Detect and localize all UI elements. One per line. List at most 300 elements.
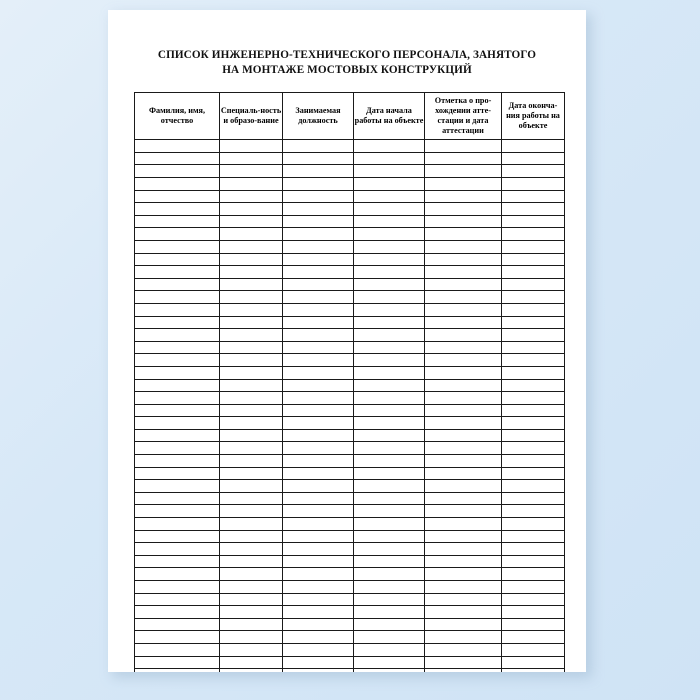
table-cell-attestation [425, 492, 502, 505]
table-cell-fio [135, 266, 220, 279]
table-row [135, 392, 565, 405]
table-cell-specialty [220, 530, 283, 543]
table-row [135, 366, 565, 379]
table-cell-end-date [502, 429, 565, 442]
table-cell-specialty [220, 203, 283, 216]
table-cell-start-date [354, 417, 425, 430]
table-cell-attestation [425, 631, 502, 644]
table-cell-fio [135, 417, 220, 430]
table-cell-specialty [220, 618, 283, 631]
table-cell-start-date [354, 366, 425, 379]
table-cell-end-date [502, 480, 565, 493]
table-cell-position [283, 190, 354, 203]
table-cell-start-date [354, 266, 425, 279]
table-cell-fio [135, 480, 220, 493]
table-row [135, 266, 565, 279]
table-cell-attestation [425, 480, 502, 493]
table-cell-start-date [354, 316, 425, 329]
table-row [135, 618, 565, 631]
table-cell-fio [135, 631, 220, 644]
table-cell-position [283, 581, 354, 594]
table-cell-position [283, 379, 354, 392]
table-cell-fio [135, 366, 220, 379]
table-cell-position [283, 606, 354, 619]
table-cell-attestation [425, 643, 502, 656]
table-row [135, 354, 565, 367]
table-header-cell-attestation: Отметка о про-хождении атте-стации и дата аттестации [425, 93, 502, 140]
table-cell-end-date [502, 178, 565, 191]
table-cell-attestation [425, 530, 502, 543]
table-cell-attestation [425, 303, 502, 316]
table-header-row [135, 93, 565, 140]
table-row [135, 140, 565, 153]
table-cell-position [283, 669, 354, 672]
table-cell-start-date [354, 140, 425, 153]
table-cell-fio [135, 140, 220, 153]
table-cell-end-date [502, 618, 565, 631]
table-cell-position [283, 228, 354, 241]
table-cell-start-date [354, 593, 425, 606]
table-cell-end-date [502, 417, 565, 430]
table-cell-position [283, 253, 354, 266]
table-cell-attestation [425, 266, 502, 279]
table-cell-position [283, 417, 354, 430]
table-cell-end-date [502, 165, 565, 178]
table-cell-end-date [502, 404, 565, 417]
table-cell-specialty [220, 442, 283, 455]
table-cell-specialty [220, 379, 283, 392]
table-cell-fio [135, 518, 220, 531]
table-cell-end-date [502, 530, 565, 543]
table-cell-fio [135, 581, 220, 594]
table-row [135, 190, 565, 203]
table-header [135, 93, 565, 140]
table-cell-attestation [425, 203, 502, 216]
table-cell-fio [135, 618, 220, 631]
table-cell-attestation [425, 669, 502, 672]
table-header-cell-end-date: Дата оконча-ния работы на объекте [502, 93, 565, 140]
table-cell-position [283, 152, 354, 165]
table-cell-position [283, 543, 354, 556]
table-cell-end-date [502, 152, 565, 165]
table-cell-position [283, 404, 354, 417]
table-row [135, 329, 565, 342]
table-row [135, 669, 565, 672]
table-cell-end-date [502, 581, 565, 594]
table-cell-start-date [354, 568, 425, 581]
table-cell-attestation [425, 178, 502, 191]
table-cell-end-date [502, 656, 565, 669]
table-row [135, 278, 565, 291]
table-row [135, 442, 565, 455]
table-cell-attestation [425, 429, 502, 442]
page-title-line-2: НА МОНТАЖЕ МОСТОВЫХ КОНСТРУКЦИЙ [222, 64, 472, 77]
table-cell-attestation [425, 518, 502, 531]
table-cell-end-date [502, 669, 565, 672]
table-row [135, 178, 565, 191]
table-row [135, 417, 565, 430]
table-cell-start-date [354, 505, 425, 518]
table-cell-attestation [425, 568, 502, 581]
table-cell-end-date [502, 492, 565, 505]
table-row [135, 253, 565, 266]
table-cell-attestation [425, 341, 502, 354]
table-cell-start-date [354, 240, 425, 253]
table-cell-end-date [502, 568, 565, 581]
table-cell-fio [135, 278, 220, 291]
table-cell-attestation [425, 392, 502, 405]
table-row [135, 467, 565, 480]
table-cell-specialty [220, 215, 283, 228]
table-cell-fio [135, 291, 220, 304]
table-header-cell-fio: Фамилия, имя, отчество [135, 93, 220, 140]
table-cell-specialty [220, 228, 283, 241]
table-cell-position [283, 354, 354, 367]
table-cell-start-date [354, 669, 425, 672]
table-cell-start-date [354, 518, 425, 531]
table-cell-fio [135, 568, 220, 581]
table-cell-attestation [425, 606, 502, 619]
table-cell-start-date [354, 480, 425, 493]
table-cell-specialty [220, 366, 283, 379]
table-cell-specialty [220, 341, 283, 354]
table-cell-specialty [220, 568, 283, 581]
table-cell-fio [135, 656, 220, 669]
table-cell-position [283, 178, 354, 191]
table-row [135, 404, 565, 417]
table-row [135, 543, 565, 556]
table-cell-specialty [220, 392, 283, 405]
table-cell-attestation [425, 618, 502, 631]
table-header-cell-specialty: Специаль-ность и образо-вание [220, 93, 283, 140]
table-cell-fio [135, 530, 220, 543]
table-cell-attestation [425, 278, 502, 291]
table-cell-fio [135, 152, 220, 165]
table-cell-position [283, 240, 354, 253]
table-cell-position [283, 429, 354, 442]
table-cell-specialty [220, 316, 283, 329]
table-cell-specialty [220, 278, 283, 291]
table-row [135, 631, 565, 644]
table-row [135, 530, 565, 543]
table-cell-attestation [425, 215, 502, 228]
table-cell-end-date [502, 341, 565, 354]
table-cell-end-date [502, 203, 565, 216]
table-cell-specialty [220, 492, 283, 505]
table-header-cell-start-date: Дата начала работы на объекте [354, 93, 425, 140]
table-row [135, 215, 565, 228]
table-cell-position [283, 203, 354, 216]
table-cell-start-date [354, 543, 425, 556]
table-cell-start-date [354, 152, 425, 165]
table-cell-fio [135, 543, 220, 556]
table-cell-end-date [502, 606, 565, 619]
table-cell-position [283, 455, 354, 468]
table-cell-fio [135, 329, 220, 342]
table-cell-specialty [220, 178, 283, 191]
table-cell-attestation [425, 140, 502, 153]
table-row [135, 316, 565, 329]
table-cell-specialty [220, 643, 283, 656]
table-cell-fio [135, 455, 220, 468]
table-cell-attestation [425, 593, 502, 606]
page-title-line-1: СПИСОК ИНЖЕНЕРНО-ТЕХНИЧЕСКОГО ПЕРСОНАЛА, ЗАНЯТОГО [157, 49, 537, 61]
table-cell-fio [135, 555, 220, 568]
table-cell-fio [135, 442, 220, 455]
table-cell-position [283, 303, 354, 316]
table-row [135, 240, 565, 253]
table-cell-specialty [220, 303, 283, 316]
table-cell-start-date [354, 291, 425, 304]
table-cell-specialty [220, 329, 283, 342]
table-cell-end-date [502, 140, 565, 153]
table-cell-fio [135, 593, 220, 606]
table-cell-position [283, 291, 354, 304]
table-cell-specialty [220, 165, 283, 178]
table-cell-attestation [425, 379, 502, 392]
table-cell-attestation [425, 417, 502, 430]
table-cell-specialty [220, 455, 283, 468]
table-cell-end-date [502, 593, 565, 606]
table-row [135, 228, 565, 241]
table-cell-start-date [354, 203, 425, 216]
table-cell-fio [135, 178, 220, 191]
table-cell-position [283, 568, 354, 581]
table-row [135, 505, 565, 518]
personnel-table [134, 92, 565, 672]
page-title [140, 48, 554, 78]
table-cell-start-date [354, 429, 425, 442]
table-cell-specialty [220, 518, 283, 531]
table-cell-specialty [220, 467, 283, 480]
table-cell-start-date [354, 643, 425, 656]
table-cell-attestation [425, 581, 502, 594]
table-cell-end-date [502, 455, 565, 468]
table-row [135, 518, 565, 531]
table-cell-start-date [354, 467, 425, 480]
table-cell-end-date [502, 643, 565, 656]
table-cell-position [283, 530, 354, 543]
table-cell-start-date [354, 442, 425, 455]
table-cell-specialty [220, 543, 283, 556]
table-cell-start-date [354, 404, 425, 417]
table-cell-end-date [502, 631, 565, 644]
table-cell-start-date [354, 303, 425, 316]
table-cell-specialty [220, 606, 283, 619]
table-cell-position [283, 266, 354, 279]
table-cell-position [283, 631, 354, 644]
table-cell-position [283, 618, 354, 631]
table-cell-fio [135, 643, 220, 656]
table-cell-specialty [220, 505, 283, 518]
table-cell-attestation [425, 442, 502, 455]
table-row [135, 606, 565, 619]
table-cell-specialty [220, 152, 283, 165]
table-cell-attestation [425, 366, 502, 379]
table-cell-position [283, 555, 354, 568]
table-cell-specialty [220, 417, 283, 430]
table-cell-specialty [220, 593, 283, 606]
table-cell-start-date [354, 492, 425, 505]
table-cell-position [283, 656, 354, 669]
table-cell-position [283, 366, 354, 379]
table-cell-start-date [354, 656, 425, 669]
table-cell-start-date [354, 379, 425, 392]
table-cell-end-date [502, 543, 565, 556]
table-cell-specialty [220, 140, 283, 153]
table-cell-start-date [354, 606, 425, 619]
table-cell-specialty [220, 581, 283, 594]
table-cell-attestation [425, 505, 502, 518]
table-cell-end-date [502, 555, 565, 568]
table-cell-attestation [425, 253, 502, 266]
table-cell-fio [135, 190, 220, 203]
table-cell-fio [135, 404, 220, 417]
table-cell-position [283, 442, 354, 455]
table-cell-position [283, 392, 354, 405]
table-cell-position [283, 341, 354, 354]
table-cell-position [283, 140, 354, 153]
table-cell-fio [135, 669, 220, 672]
table-cell-specialty [220, 266, 283, 279]
table-cell-fio [135, 354, 220, 367]
table-cell-attestation [425, 543, 502, 556]
table-cell-start-date [354, 215, 425, 228]
table-cell-end-date [502, 392, 565, 405]
table-cell-end-date [502, 505, 565, 518]
table-cell-fio [135, 341, 220, 354]
table-cell-position [283, 492, 354, 505]
table-cell-fio [135, 492, 220, 505]
table-cell-end-date [502, 228, 565, 241]
table-cell-start-date [354, 530, 425, 543]
table-cell-start-date [354, 178, 425, 191]
document-page [108, 10, 586, 672]
table-cell-fio [135, 215, 220, 228]
table-cell-fio [135, 606, 220, 619]
table-row [135, 165, 565, 178]
table-row [135, 379, 565, 392]
table-cell-specialty [220, 190, 283, 203]
table-cell-attestation [425, 656, 502, 669]
table-cell-start-date [354, 278, 425, 291]
table-cell-attestation [425, 467, 502, 480]
table-header-cell-position: Занимаемая должность [283, 93, 354, 140]
table-cell-specialty [220, 253, 283, 266]
table-cell-start-date [354, 253, 425, 266]
table-cell-end-date [502, 316, 565, 329]
table-cell-fio [135, 165, 220, 178]
table-cell-end-date [502, 442, 565, 455]
table-row [135, 341, 565, 354]
table-cell-fio [135, 467, 220, 480]
table-row [135, 303, 565, 316]
table-cell-fio [135, 253, 220, 266]
table-cell-fio [135, 228, 220, 241]
table-cell-specialty [220, 354, 283, 367]
table-cell-end-date [502, 278, 565, 291]
table-cell-end-date [502, 303, 565, 316]
table-cell-end-date [502, 366, 565, 379]
table-cell-specialty [220, 480, 283, 493]
table-row [135, 480, 565, 493]
table-cell-start-date [354, 581, 425, 594]
table-cell-end-date [502, 253, 565, 266]
table-cell-end-date [502, 467, 565, 480]
table-cell-attestation [425, 354, 502, 367]
table-row [135, 555, 565, 568]
table-cell-attestation [425, 455, 502, 468]
table-cell-attestation [425, 228, 502, 241]
table-cell-position [283, 165, 354, 178]
table-cell-start-date [354, 618, 425, 631]
table-cell-fio [135, 316, 220, 329]
table-cell-fio [135, 505, 220, 518]
table-cell-position [283, 316, 354, 329]
table-row [135, 656, 565, 669]
table-cell-position [283, 593, 354, 606]
table-cell-end-date [502, 291, 565, 304]
table-cell-start-date [354, 228, 425, 241]
table-cell-attestation [425, 404, 502, 417]
table-row [135, 152, 565, 165]
table-cell-fio [135, 203, 220, 216]
table-cell-attestation [425, 190, 502, 203]
table-cell-fio [135, 379, 220, 392]
table-cell-specialty [220, 291, 283, 304]
table-cell-specialty [220, 240, 283, 253]
table-cell-start-date [354, 354, 425, 367]
table-cell-position [283, 467, 354, 480]
table-cell-start-date [354, 455, 425, 468]
table-cell-specialty [220, 631, 283, 644]
table-cell-start-date [354, 392, 425, 405]
table-row [135, 429, 565, 442]
table-cell-specialty [220, 656, 283, 669]
table-cell-fio [135, 240, 220, 253]
table-cell-end-date [502, 379, 565, 392]
table-cell-specialty [220, 555, 283, 568]
table-body [135, 140, 565, 672]
table-cell-start-date [354, 341, 425, 354]
table-cell-fio [135, 303, 220, 316]
table-row [135, 492, 565, 505]
table-cell-position [283, 643, 354, 656]
table-cell-position [283, 329, 354, 342]
table-cell-end-date [502, 354, 565, 367]
table-cell-start-date [354, 631, 425, 644]
table-cell-end-date [502, 266, 565, 279]
table-cell-specialty [220, 669, 283, 672]
table-cell-attestation [425, 165, 502, 178]
table-cell-position [283, 505, 354, 518]
table-cell-attestation [425, 316, 502, 329]
table-cell-attestation [425, 329, 502, 342]
table-cell-end-date [502, 215, 565, 228]
table-cell-start-date [354, 329, 425, 342]
table-row [135, 581, 565, 594]
table-cell-attestation [425, 240, 502, 253]
table-cell-attestation [425, 555, 502, 568]
table-cell-fio [135, 392, 220, 405]
table-cell-position [283, 215, 354, 228]
table-cell-fio [135, 429, 220, 442]
table-cell-specialty [220, 429, 283, 442]
table-row [135, 203, 565, 216]
table-row [135, 593, 565, 606]
table-cell-attestation [425, 291, 502, 304]
table-cell-start-date [354, 165, 425, 178]
